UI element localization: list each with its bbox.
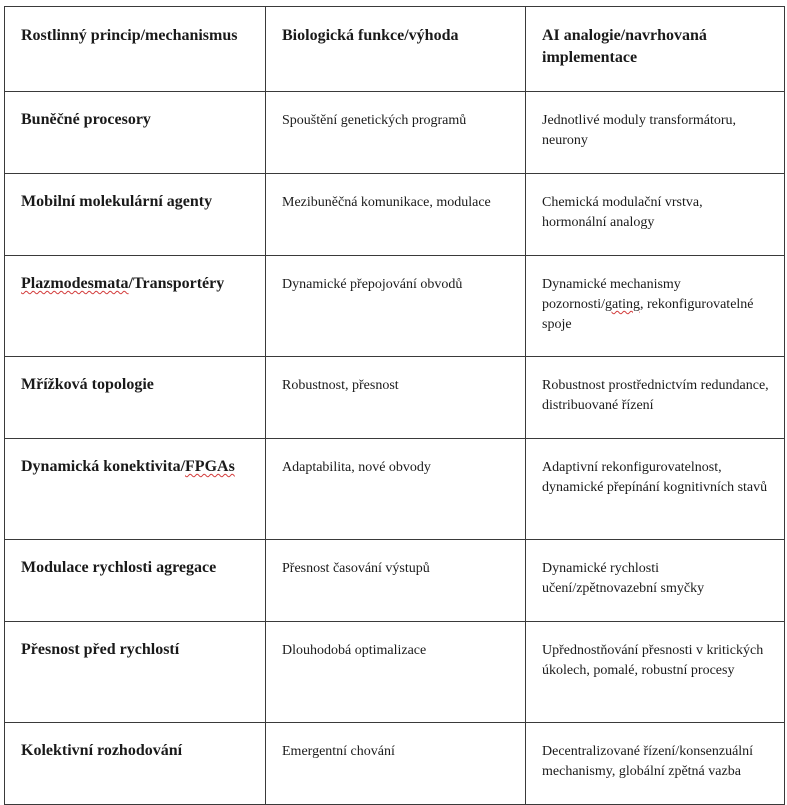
cell-principle: Kolektivní rozhodování — [5, 723, 266, 805]
spellcheck-flagged-word: FPGAs — [185, 458, 235, 475]
cell-principle — [5, 439, 266, 540]
cell-principle-part: Dynamická konektivita/ — [21, 458, 186, 475]
cell-principle-rest: /Transportéry — [128, 275, 225, 292]
cell-ai-part: , rekonfigurovatelné spoje — [542, 297, 754, 332]
cell-function: Přesnost časování výstupů — [266, 540, 526, 622]
cell-function: Spouštění genetických programů — [266, 92, 526, 174]
table-row — [5, 723, 785, 805]
table-row — [5, 622, 785, 723]
cell-ai — [526, 256, 785, 357]
table-row — [5, 357, 785, 439]
table-header-row — [5, 7, 785, 92]
table-row — [5, 540, 785, 622]
comparison-table — [4, 6, 785, 805]
cell-function: Mezibuněčná komunikace, modulace — [266, 174, 526, 256]
header-function: Biologická funkce/výhoda — [266, 7, 526, 92]
spellcheck-flagged-word: gating — [605, 297, 640, 312]
cell-function: Dlouhodobá optimalizace — [266, 622, 526, 723]
cell-ai: Upřednostňování přesnosti v kritických úkolech, pomalé, robustní procesy — [526, 622, 785, 723]
spellcheck-flagged-word: Plazmodesmata — [21, 275, 129, 292]
header-principle: Rostlinný princip/mechanismus — [5, 7, 266, 92]
cell-ai: Chemická modulační vrstva, hormonální analogy — [526, 174, 785, 256]
cell-principle — [5, 256, 266, 357]
cell-function: Emergentní chování — [266, 723, 526, 805]
cell-function: Dynamické přepojování obvodů — [266, 256, 526, 357]
cell-function: Adaptabilita, nové obvody — [266, 439, 526, 540]
cell-function: Robustnost, přesnost — [266, 357, 526, 439]
cell-principle: Mobilní molekulární agenty — [5, 174, 266, 256]
cell-principle: Přesnost před rychlostí — [5, 622, 266, 723]
cell-principle: Buněčné procesory — [5, 92, 266, 174]
table-row — [5, 174, 785, 256]
table-row — [5, 256, 785, 357]
cell-ai: Jednotlivé moduly transformátoru, neurony — [526, 92, 785, 174]
header-ai: AI analogie/navrhovaná implementace — [526, 7, 785, 92]
cell-ai-part: Dynamické mechanismy pozornosti/ — [542, 277, 681, 312]
cell-principle: Modulace rychlosti agregace — [5, 540, 266, 622]
table-row — [5, 439, 785, 540]
cell-principle: Mřížková topologie — [5, 357, 266, 439]
comparison-table-container — [4, 6, 785, 805]
cell-ai: Dynamické rychlosti učení/zpětnovazební smyčky — [526, 540, 785, 622]
cell-ai: Decentralizované řízení/konsenzuální mechanismy, globální zpětná vazba — [526, 723, 785, 805]
table-row — [5, 92, 785, 174]
cell-ai: Robustnost prostřednictvím redundance, distribuované řízení — [526, 357, 785, 439]
cell-ai: Adaptivní rekonfigurovatelnost, dynamické přepínání kognitivních stavů — [526, 439, 785, 540]
